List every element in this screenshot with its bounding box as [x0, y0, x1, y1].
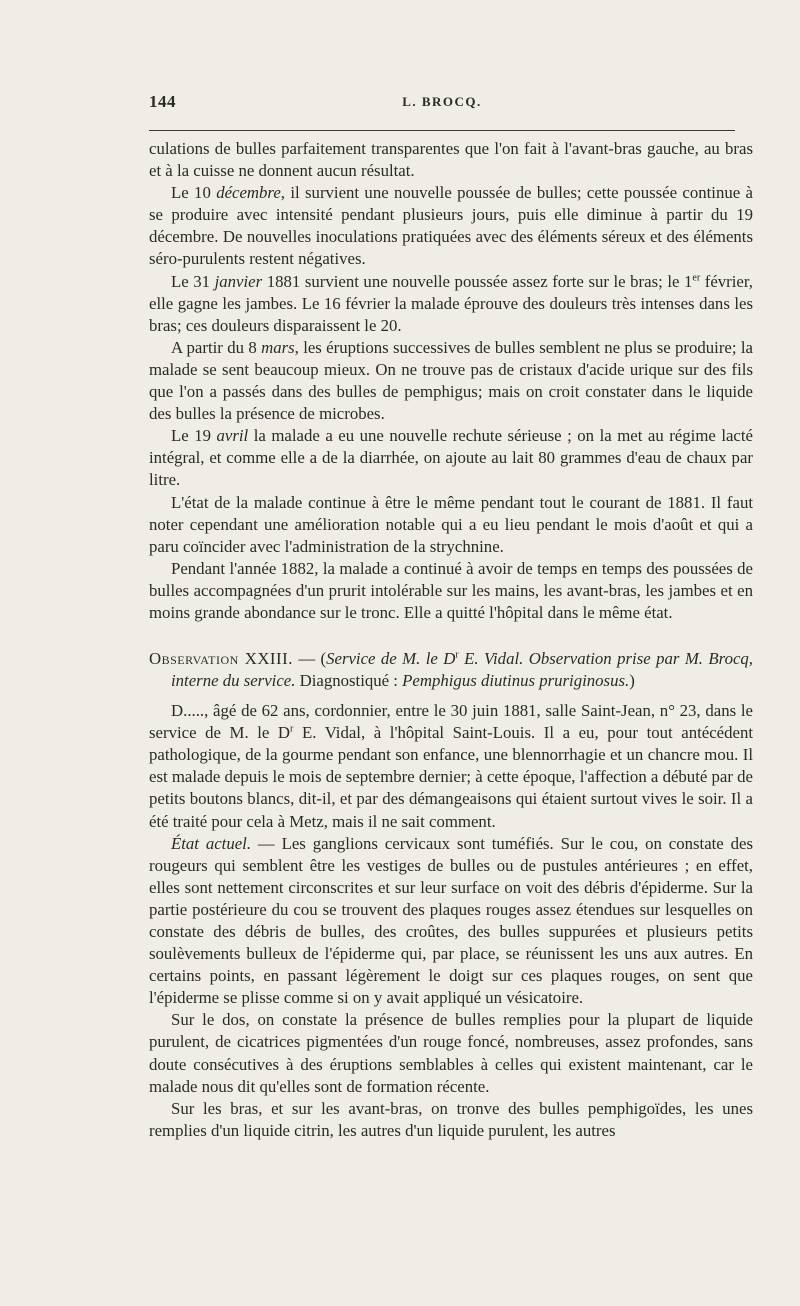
observation-heading: Observation XXIII. — (Service de M. le $D^r$ E. Vidal. Observation prise par M. Brocq, interne du service. Diagnostiqué : Pemphigus diutinus pruriginosus.) — [149, 649, 753, 691]
paragraph: D....., âgé de 62 ans, cordonnier, entre le 30 juin 1881, salle Saint-Jean, n° 23, dans le service de M. le $D^r$ E. Vidal, à l'hôpital Saint-Louis. Il a eu, pour tout antécédent pathologique, de la gourme pendant son enfance, une blennorrhagie et un chancre mou. Il est malade depuis le mois de septembre dernier; à cette époque, l'affection a débuté par de petits boutons blancs, dit-il, et par des démangeaisons qui étaient surtout vives le soir. Il a été traité pour cela à Metz, mais il ne sait comment. — [149, 701, 753, 831]
page-header — [149, 92, 735, 118]
date-italic: décembre — [216, 183, 281, 203]
paragraph: État actuel. — Les ganglions cervicaux sont tuméfiés. Sur le cou, on constate des rougeurs qui semblent être les vestiges de bulles ou de pustules antérieures ; en effet, elles sont nettement circonscrites et sur leur surface on voit des débris d'épiderme. Sur la partie postérieure du cou se trouvent des plaques rouges assez étendues sur lesquelles on constate des débris de bulles, des croûtes, des bulles suppurées et plusieurs petits soulèvements bulleux de l'épiderme qui, par place, se réunissent les uns aux autres. En certains points, en passant légèrement le doigt sur ces plaques rouges, on sent que l'épiderme se plisse comme si on y avait appliqué un vésicatoire. — [149, 833, 753, 1008]
paragraph: L'état de la malade continue à être le même pendant tout le courant de 1881. Il faut noter cependant une amélioration notable qui a eu lieu pendant le mois d'août et qui a paru coïncider avec l'administration de la strychnine. — [149, 492, 753, 556]
date-italic: avril — [216, 426, 249, 446]
section-label: État actuel. — [171, 833, 252, 853]
paragraph: Pendant l'année 1882, la malade a continué à avoir de temps en temps des poussées de bulles accompagnées d'un prurit intolérable sur les mains, les avant-bras, les jambes et en moins grande abondance sur le tronc. Elle a quitté l'hôpital dans le même état. — [149, 558, 753, 622]
observation-label: Observation XXIII. — [149, 649, 293, 669]
date-italic: janvier — [214, 271, 263, 291]
paragraph: Sur le dos, on constate la présence de bulles remplies pour la plupart de liquide purulent, de cicatrices pigmentées d'un rouge foncé, nombreuses, assez profondes, sans doute consécutives à des éruptions semblables à celles qui existent maintenant, car le malade nous dit qu'elles sont de formation récente. — [149, 1010, 753, 1096]
paragraph: Le 19 avril la malade a eu une nouvelle rechute sérieuse ; on la met au régime lacté intégral, et comme elle a de la diarrhée, on ajoute au lait 80 grammes d'eau de chaux par litre. — [149, 426, 753, 490]
paragraph: Le 31 janvier 1881 survient une nouvelle poussée assez forte sur le bras; le 1er février, elle gagne les jambes. Le 16 février la malade éprouve des douleurs très intenses dans les bras; ces douleurs disparaissent le 20. — [149, 271, 753, 335]
date-italic: mars — [261, 337, 295, 357]
running-head: L. BROCQ. — [402, 94, 482, 109]
paragraph: Le 10 décembre, il survient une nouvelle poussée de bulles; cette poussée continue à se produire avec intensité pendant plusieurs jours, puis elle diminue à partir du 19 décembre. De nouvelles inoculations pratiquées avec des éléments séreux et des éléments séro-purulents restent négatives. — [149, 183, 753, 269]
paragraph: Sur les bras, et sur les avant-bras, on tronve des bulles pemphigoïdes, les unes remplies d'un liquide citrin, les autres d'un liquide purulent, les autres — [149, 1098, 753, 1140]
paragraph: culations de bulles parfaitement transparentes que l'on fait à l'avant-bras gauche, au bras et à la cuisse ne donnent aucun résultat. — [149, 139, 753, 181]
diagnosis: Pemphigus diutinus pruriginosus. — [402, 671, 630, 691]
header-rule — [149, 130, 735, 131]
page-number: 144 — [149, 92, 176, 111]
body-text — [149, 138, 753, 1142]
paragraph: A partir du 8 mars, les éruptions successives de bulles semblent ne plus se produire; la malade se sent beaucoup mieux. On ne trouve pas de cristaux d'acide urique sur des fils que l'on a passés dans des bulles de pemphigus; mais on croit constater dans le liquide des bulles la présence de microbes. — [149, 337, 753, 424]
